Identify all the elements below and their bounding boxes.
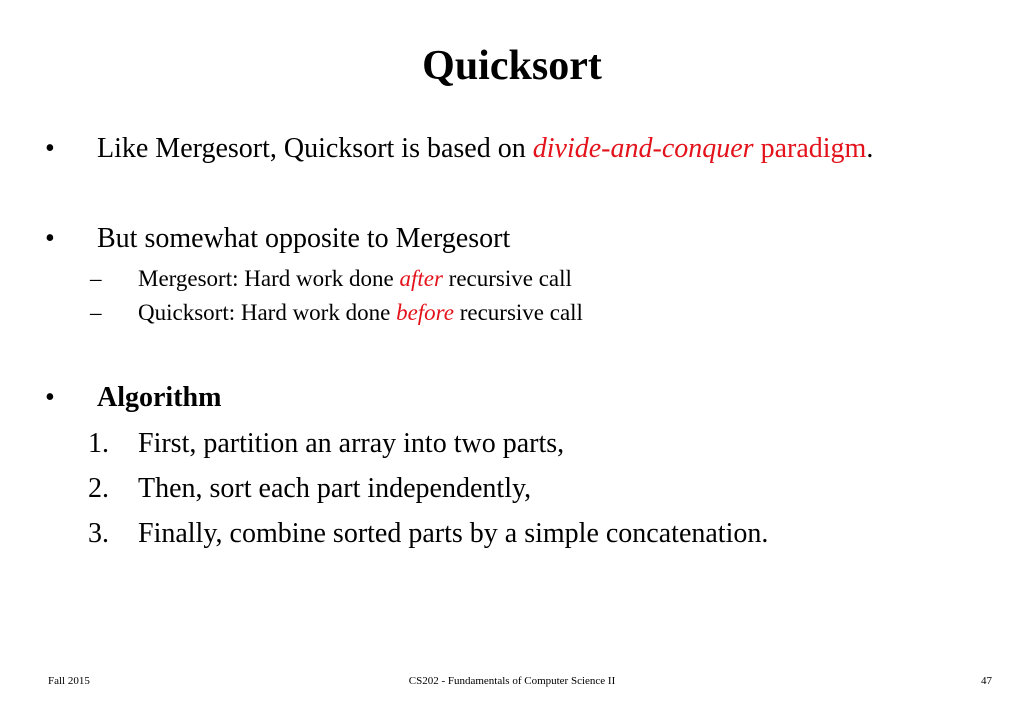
bullet-marker: •	[45, 223, 55, 254]
emphasis-before: before	[396, 300, 454, 325]
footer-date: Fall 2015	[48, 675, 90, 687]
bullet-text-prefix: Like Mergesort, Quicksort is based on	[97, 133, 533, 164]
sub-item-dash: –	[90, 300, 102, 325]
step-text: First, partition an array into two parts,	[138, 428, 565, 459]
bullet-text: But somewhat opposite to Mergesort	[97, 223, 511, 254]
sub-item-prefix: Quicksort: Hard work done	[138, 300, 397, 325]
algorithm-heading: Algorithm	[97, 382, 222, 413]
sub-item-text	[138, 300, 583, 326]
sub-item-text	[138, 266, 572, 292]
sub-item-suffix: recursive call	[442, 266, 572, 291]
step-number: 3.	[88, 518, 109, 549]
step-number: 2.	[88, 473, 109, 504]
bullet-marker: •	[45, 133, 55, 164]
footer-page-number: 47	[981, 675, 992, 687]
step-number: 1.	[88, 428, 109, 459]
sub-item-dash: –	[90, 266, 102, 291]
bullet-text	[97, 133, 873, 165]
sub-item-suffix: recursive call	[453, 300, 583, 325]
bullet-text-suffix: .	[866, 133, 874, 164]
emphasis-divide-and-conquer: divide-and-conquer	[532, 133, 754, 164]
step-text: Then, sort each part independently,	[138, 473, 532, 504]
sub-item-prefix: Mergesort: Hard work done	[138, 266, 400, 291]
step-text: Finally, combine sorted parts by a simple concatenation.	[138, 518, 769, 549]
emphasis-paradigm: paradigm	[760, 133, 867, 164]
bullet-marker: •	[45, 382, 55, 413]
emphasis-after: after	[399, 266, 443, 291]
slide-title: Quicksort	[422, 43, 602, 89]
space	[754, 133, 761, 164]
footer-course: CS202 - Fundamentals of Computer Science II	[408, 675, 616, 687]
